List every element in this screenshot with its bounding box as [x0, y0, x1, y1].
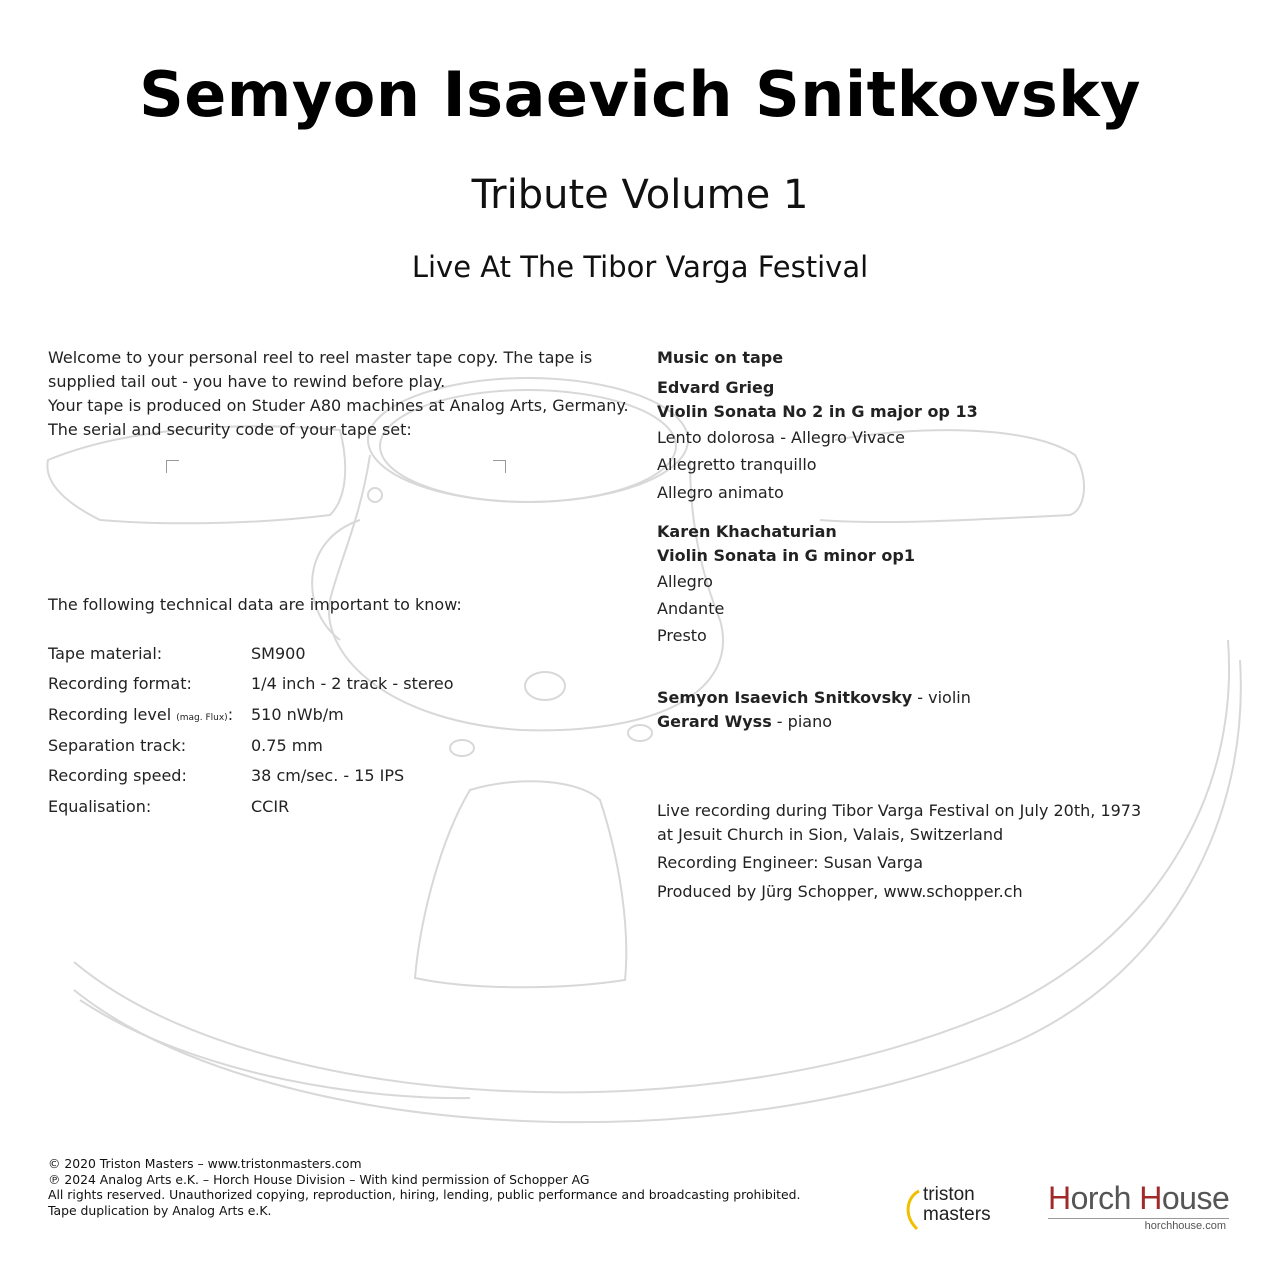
intro-text: [48, 346, 648, 442]
tech-label: Equalisation:: [48, 796, 152, 816]
recording-info: [657, 799, 1217, 905]
serial-code-frame-corner: [493, 460, 506, 473]
music-heading: Music on tape: [657, 348, 784, 367]
footer-line: Tape duplication by Analog Arts e.K.: [48, 1202, 272, 1218]
tech-row: [48, 638, 454, 669]
intro-line: The serial and security code of your tape set:: [48, 420, 412, 439]
recording-line: at Jesuit Church in Sion, Valais, Switzerland: [657, 825, 1004, 844]
horch-house-wordmark: [1048, 1180, 1229, 1217]
tech-label: Separation track:: [48, 735, 187, 755]
tech-row: [48, 730, 454, 761]
performer-role: - violin: [912, 688, 971, 707]
movement: Allegro animato: [657, 482, 784, 502]
movement: Allegro: [657, 571, 713, 591]
triston-masters-logo: [903, 1183, 1023, 1231]
tech-value: CCIR: [251, 796, 290, 816]
serial-code-frame-corner: [166, 460, 179, 473]
intro-line: Welcome to your personal reel to reel master tape copy. The tape is: [48, 348, 593, 367]
tech-value: 38 cm/sec. - 15 IPS: [251, 766, 405, 786]
horch-house-url: horchhouse.com: [1144, 1220, 1226, 1232]
triston-logo-text: triston: [923, 1184, 975, 1205]
tech-label: Recording speed:: [48, 766, 187, 786]
album-subtitle-2: Live At The Tibor Varga Festival: [411, 250, 869, 284]
footer-legal: [48, 1156, 800, 1218]
work-title: Violin Sonata in G minor op1: [657, 545, 915, 565]
tech-row: [48, 699, 454, 730]
house-rest: ouse: [1161, 1180, 1230, 1216]
performer-name: Gerard Wyss: [657, 712, 772, 731]
movement: Andante: [657, 599, 725, 619]
performer: [657, 686, 971, 710]
tech-value: SM900: [251, 643, 306, 663]
logo-divider: [1048, 1218, 1229, 1219]
horch-rest: orch: [1070, 1180, 1140, 1216]
tech-value: 0.75 mm: [251, 735, 323, 755]
horch-initial: H: [1048, 1180, 1071, 1216]
movement: Allegretto tranquillo: [657, 455, 817, 475]
tech-label-suffix: :: [227, 704, 234, 724]
music-on-tape: [657, 346, 1217, 650]
composer-name: Karen Khachaturian: [657, 521, 837, 541]
recording-engineer: Recording Engineer: Susan Varga: [657, 853, 923, 872]
page-title: Semyon Isaevich Snitkovsky: [139, 58, 1141, 131]
performer-name: Semyon Isaevich Snitkovsky: [657, 688, 913, 707]
house-initial: H: [1139, 1180, 1162, 1216]
recording-producer: Produced by Jürg Schopper, www.schopper.ch: [657, 882, 1023, 901]
footer-line: ℗ 2024 Analog Arts e.K. – Horch House Division – With kind permission of Schopper AG: [48, 1171, 590, 1187]
tech-value: 510 nWb/m: [251, 704, 344, 724]
work-khachaturian: [657, 520, 1217, 650]
triston-arc-icon: [903, 1189, 921, 1231]
footer-line: All rights reserved. Unauthorized copying, reproduction, hiring, lending, public performance and broadcasting prohibited.: [48, 1187, 801, 1202]
tech-label: [48, 705, 251, 724]
intro-line: Your tape is produced on Studer A80 machines at Analog Arts, Germany.: [48, 396, 629, 415]
album-subtitle: Tribute Volume 1: [471, 172, 809, 218]
tech-label-note: (mag. Flux): [176, 712, 228, 723]
movement: Presto: [657, 626, 707, 646]
tech-row: [48, 669, 454, 700]
intro-line: supplied tail out - you have to rewind before play.: [48, 372, 446, 391]
work-title: Violin Sonata No 2 in G major op 13: [657, 402, 978, 421]
composer-name: Edvard Grieg: [657, 378, 775, 397]
recording-line: Live recording during Tibor Varga Festival on July 20th, 1973: [657, 801, 1142, 820]
footer-line: © 2020 Triston Masters – www.tristonmasters.com: [48, 1156, 362, 1171]
tech-label: Tape material:: [48, 643, 163, 663]
tech-data-table: [48, 638, 454, 822]
tech-value: 1/4 inch - 2 track - stereo: [251, 674, 454, 694]
tech-label-text: Recording level: [48, 704, 172, 724]
performer-role: - piano: [771, 712, 832, 731]
tech-label: Recording format:: [48, 674, 192, 694]
horch-house-logo: [1044, 1180, 1234, 1236]
tech-intro: The following technical data are important to know:: [48, 595, 462, 614]
movement: Lento dolorosa - Allegro Vivace: [657, 428, 905, 447]
masters-logo-text: masters: [923, 1204, 991, 1225]
work-grieg: [657, 376, 1217, 506]
tech-row: [48, 760, 454, 791]
performer: [657, 710, 971, 734]
performers: [657, 686, 971, 734]
tech-row: [48, 791, 454, 822]
